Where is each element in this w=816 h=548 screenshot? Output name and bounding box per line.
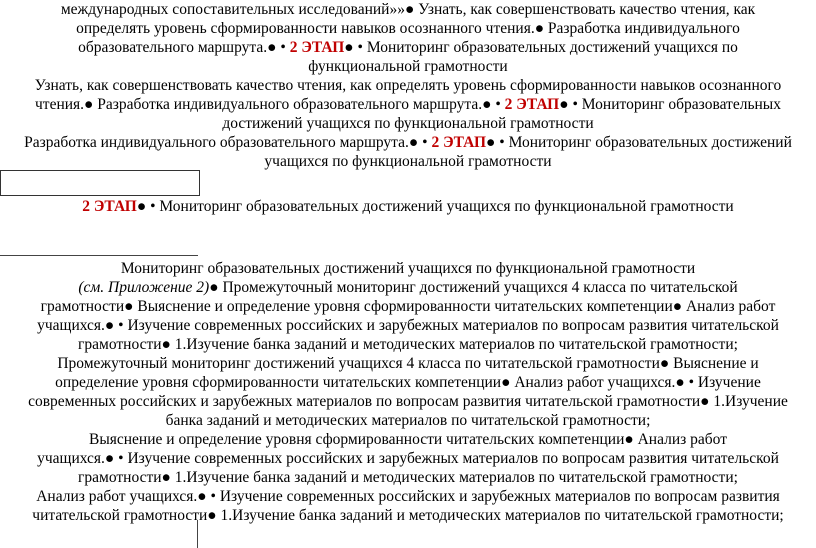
text-line: учащихся по функциональной грамотности	[264, 153, 552, 170]
text-line: достижений учащихся по функциональной грамотности	[222, 115, 594, 132]
text-line: 2 ЭТАП● • Мониторинг образовательных достижений учащихся по функциональной грамотности	[82, 198, 734, 215]
text-line: грамотности● 1.Изучение банка заданий и методических материалов по читательской грамотности;	[78, 469, 738, 486]
text-line: (см. Приложение 2)● Промежуточный мониторинг достижений учащихся 4 класса по читательской	[78, 279, 738, 296]
text-line: Анализ работ учащихся.● • Изучение современных российских и зарубежных материалов по вопросам развития	[36, 488, 780, 505]
vertical-rule	[197, 520, 198, 548]
text-line: банка заданий и методических материалов по читательской грамотности;	[165, 412, 651, 429]
text-line: современных российских и зарубежных материалов по вопросам развития читательской грамотности● 1.Изучение	[28, 393, 788, 410]
stage-label: 2 ЭТАП	[431, 134, 487, 151]
text-line: Промежуточный мониторинг достижений учащихся 4 класса по читательской грамотности● Выяснение и	[57, 355, 759, 372]
text-line: чтения.● Разработка индивидуального образовательного маршрута.● • 2 ЭТАП● • Мониторинг образовательных	[35, 96, 781, 113]
text-line: учащихся.● • Изучение современных российских и зарубежных материалов по вопросам развития читательской	[37, 450, 779, 467]
text-line: Выяснение и определение уровня сформированности читательских компетенции● Анализ работ	[89, 431, 727, 448]
text-line: Разработка индивидуального образовательного маршрута.● • 2 ЭТАП● • Мониторинг образовательных достижений	[24, 134, 792, 151]
empty-box	[0, 170, 200, 196]
text-line: учащихся.● • Изучение современных российских и зарубежных материалов по вопросам развития читательской	[37, 317, 779, 334]
text-line: определение уровня сформированности читательских компетенции● Анализ работ учащихся.● • Изучение	[55, 374, 761, 391]
text-line: функциональной грамотности	[308, 58, 508, 75]
text-line: международных сопоставительных исследований»»● Узнать, как совершенствовать качество чтения, как	[60, 1, 756, 18]
text-line: грамотности● 1.Изучение банка заданий и методических материалов по читательской грамотности;	[78, 336, 738, 353]
text-line: Узнать, как совершенствовать качество чтения, как определять уровень сформированности навыков осознанного	[34, 77, 782, 94]
stage-label: 2 ЭТАП	[504, 96, 560, 113]
text-line: читательской грамотности● 1.Изучение банка заданий и методических материалов по читательской грамотности;	[32, 507, 784, 524]
text-line: образовательного маршрута.● • 2 ЭТАП● • Мониторинг образовательных достижений учащихся по	[78, 39, 738, 56]
text-line: Мониторинг образовательных достижений учащихся по функциональной грамотности	[120, 260, 696, 277]
separator-line	[0, 255, 198, 256]
stage-label: 2 ЭТАП	[82, 198, 137, 215]
text-line: определять уровень сформированности навыков осознанного чтения.● Разработка индивидуального	[76, 20, 740, 37]
text-line: грамотности● Выяснение и определение уровня сформированности читательских компетенции● Анализ работ	[40, 298, 776, 315]
stage-label: 2 ЭТАП	[289, 39, 345, 56]
